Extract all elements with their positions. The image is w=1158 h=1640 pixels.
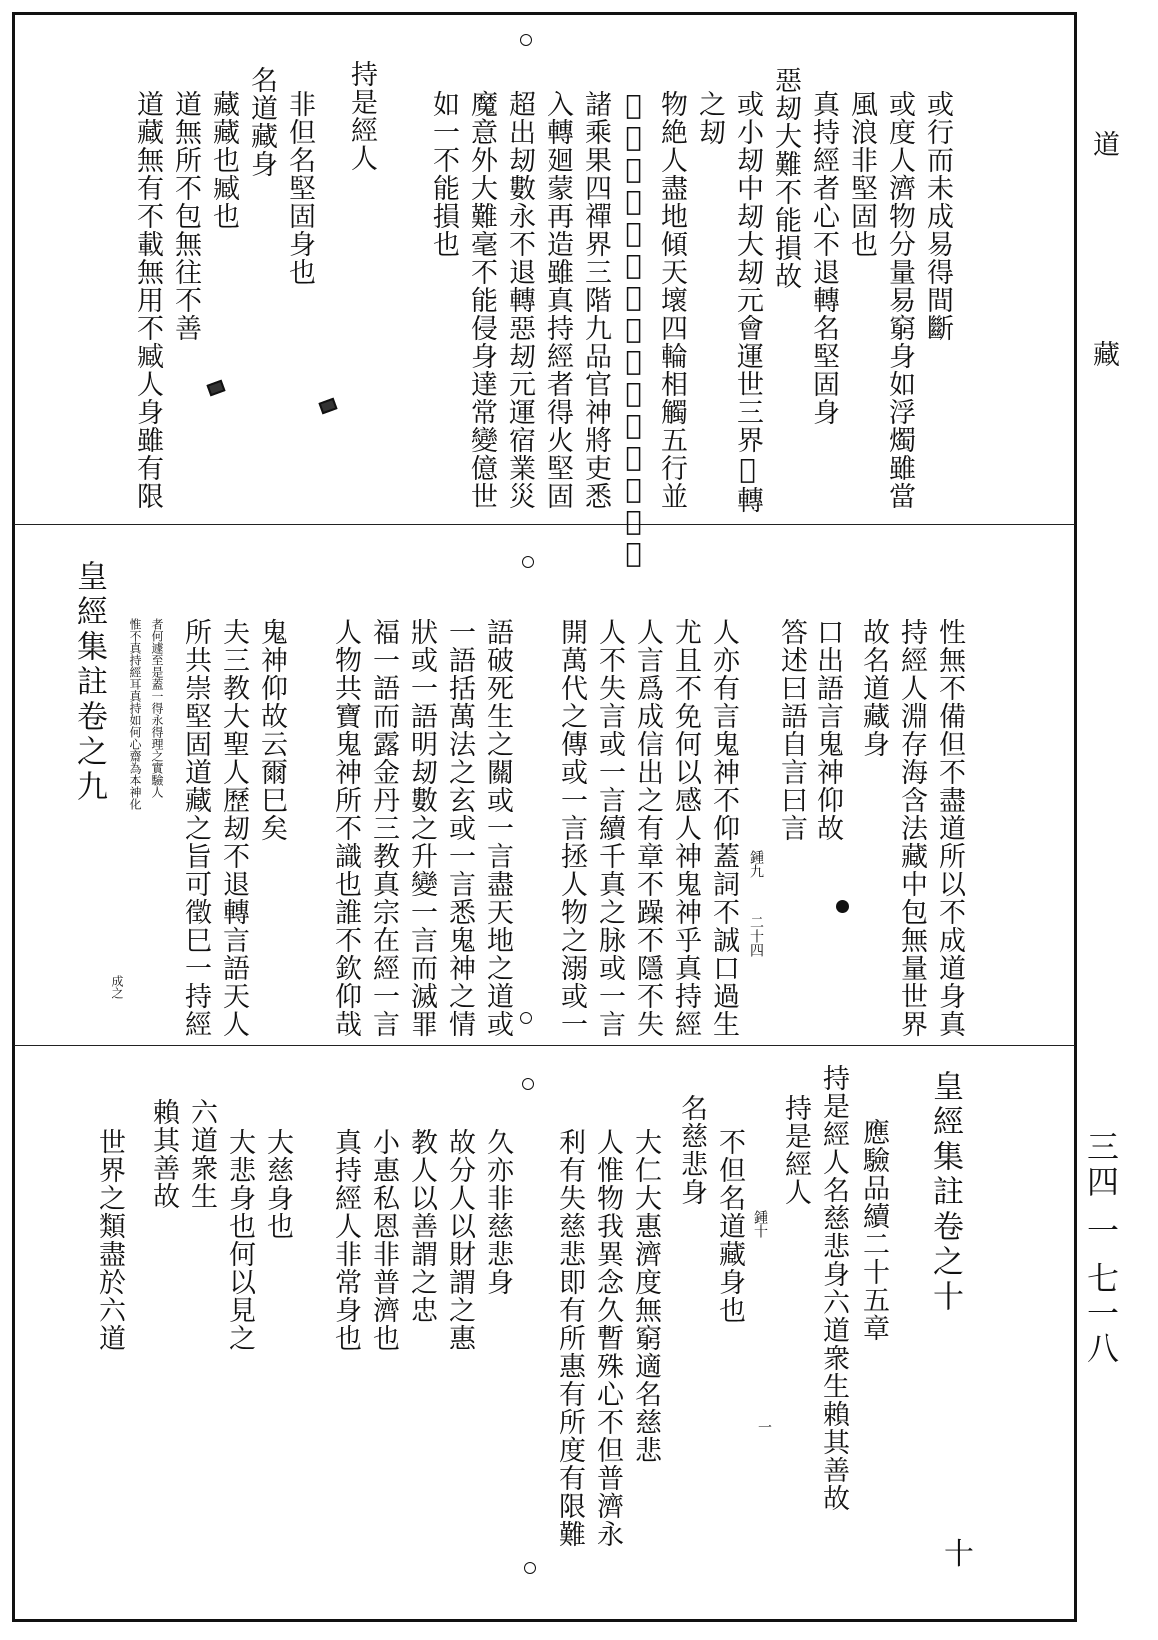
text-column: 真持經者心不退轉名堅固身 xyxy=(808,90,839,426)
text-column: 六道衆生 xyxy=(186,1098,217,1210)
text-column: 答述曰語自言曰言 xyxy=(776,618,807,842)
text-column: 所共崇堅固道藏之旨可徵巳一持經 xyxy=(180,618,211,1038)
text-column: 風浪非堅固也 xyxy=(846,90,877,258)
text-column: 人不失言或一言續千真之脉或一言 xyxy=(594,618,625,1038)
panel-divider-1 xyxy=(14,524,1075,525)
text-column: 不但名道藏身也 xyxy=(714,1128,745,1324)
text-column: 或小刼中刼大刼元會運世三界𢧐轉 xyxy=(732,90,763,514)
page-number: 三四 一 七一八 xyxy=(1082,1130,1120,1367)
black-dot-mark xyxy=(836,900,849,913)
panel-divider-2 xyxy=(14,1045,1075,1046)
text-column: 入轉廻蒙再造雖真持經者得火堅固 xyxy=(542,90,573,510)
text-column: 性無不備但不盡道所以不成道身真 xyxy=(934,618,965,1038)
text-column: 故名道藏身 xyxy=(858,618,889,758)
annotation-column: 成之 xyxy=(110,975,124,999)
text-column: 大仁大惠濟度無窮適名慈悲 xyxy=(630,1128,661,1464)
panel-marker-circle xyxy=(520,1012,532,1024)
panel-marker-circle xyxy=(522,556,534,568)
folio-number: 十 xyxy=(944,1537,974,1572)
text-column: 一語括萬法之玄或一言悉鬼神之情 xyxy=(444,618,475,1038)
text-column: 名道藏身 xyxy=(246,66,277,178)
text-column: 物絶人盡地傾天壞四輪相觸五行並 xyxy=(656,90,687,510)
text-column: 持是經人 xyxy=(780,1094,811,1206)
text-column: 大慈身也 xyxy=(262,1128,293,1240)
text-column: 持是經人名慈悲身六道衆生賴其善故 xyxy=(818,1064,849,1512)
text-column: 大悲身也何以見之 xyxy=(224,1128,255,1352)
panel-marker-circle xyxy=(524,1562,536,1574)
annotation-column: 惟不真持經耳真持如何心齋為本神化 xyxy=(128,618,142,810)
text-column: 名慈悲身 xyxy=(676,1094,707,1206)
text-column: 福一語而露金丹三教真宗在經一言 xyxy=(368,618,399,1038)
text-column: 惡刼大難不能損故 xyxy=(770,66,801,290)
text-column: 狀或一語明刼數之升變一言而滅罪 xyxy=(406,618,437,1038)
text-column: 超出刼數永不退轉惡刼元運宿業災 xyxy=(504,90,535,510)
text-column: 久亦非慈悲身 xyxy=(482,1128,513,1296)
text-column: 藏藏也臧也 xyxy=(208,90,239,230)
text-column: 如一不能損也 xyxy=(428,90,459,258)
text-column: 利有失慈悲即有所惠有所度有限難 xyxy=(554,1128,585,1548)
text-column: 道無所不包無往不善 xyxy=(170,90,201,342)
text-column: 小惠私恩非普濟也 xyxy=(368,1128,399,1352)
panel-marker-circle xyxy=(520,34,532,46)
text-column: 非但名堅固身也 xyxy=(284,90,315,286)
text-column: 人亦有言鬼神不仰蓋詞不誠口過生 xyxy=(708,618,739,1038)
text-column: 教人以善謂之忠 xyxy=(406,1128,437,1324)
text-column: 夫三教大聖人歷刼不退轉言語天人 xyxy=(218,618,249,1038)
text-column: 開萬代之傳或一言拯人物之溺或一 xyxy=(556,618,587,1038)
text-column: 真持經人非常身也 xyxy=(330,1128,361,1352)
text-column: 口出語言鬼神仰故 xyxy=(812,618,843,842)
margin-char-zang: 藏 xyxy=(1088,340,1119,367)
text-column: 持經人淵存海含法藏中包無量世界 xyxy=(896,618,927,1038)
text-column: 魔意外大難毫不能侵身達常變億世 xyxy=(466,90,497,510)
small-note: 一 xyxy=(756,1420,772,1434)
chapter-end-title: 皇經集註卷之九 xyxy=(71,560,107,805)
small-note: 二十四 xyxy=(748,915,764,957)
text-column: 鬼神仰故云爾巳矣 xyxy=(256,618,287,842)
text-column: 人言爲成信出之有章不躁不隱不失 xyxy=(632,618,663,1038)
text-column: 賴其善故 xyxy=(148,1098,179,1210)
text-column: 人物共寶鬼神所不識也誰不欽仰哉 xyxy=(330,618,361,1038)
text-column: 尤且不免何以感人神鬼神乎真持經 xyxy=(670,618,701,1038)
panel-marker-circle xyxy=(522,1078,534,1090)
text-column: 諸乘果四禪界三階九品官神將吏悉 xyxy=(580,90,611,510)
annotation-column: 者何遽至是蓋一得永得理之實驗人 xyxy=(150,618,164,798)
text-column: 故分人以財謂之惠 xyxy=(444,1128,475,1352)
text-column: 之刼 xyxy=(694,90,725,146)
text-column: 或度人濟物分量易窮身如浮燭雖當 xyxy=(884,90,915,510)
text-column: 語破死生之關或一言盡天地之道或 xyxy=(482,618,513,1038)
text-column: 或行而未成易得間斷 xyxy=(922,90,953,342)
text-column: 人惟物我異念久暫殊心不但普濟永 xyxy=(592,1128,623,1548)
chapter-title: 皇經集註卷之十 xyxy=(927,1070,963,1315)
small-note: 鍾九 xyxy=(748,850,764,878)
text-column: 世界之類盡於六道 xyxy=(94,1128,125,1352)
text-column: 道藏無有不載無用不臧人身雖有限 xyxy=(132,90,163,510)
text-column: 𧼈水火風災侵壞世界萬象空諸法盡 xyxy=(618,90,649,570)
section-heading: 應驗品續二十五章 xyxy=(858,1118,889,1342)
text-column: 持是經人 xyxy=(346,60,377,172)
margin-char-dao: 道 xyxy=(1088,130,1119,157)
small-note: 鍾十 xyxy=(752,1210,768,1238)
